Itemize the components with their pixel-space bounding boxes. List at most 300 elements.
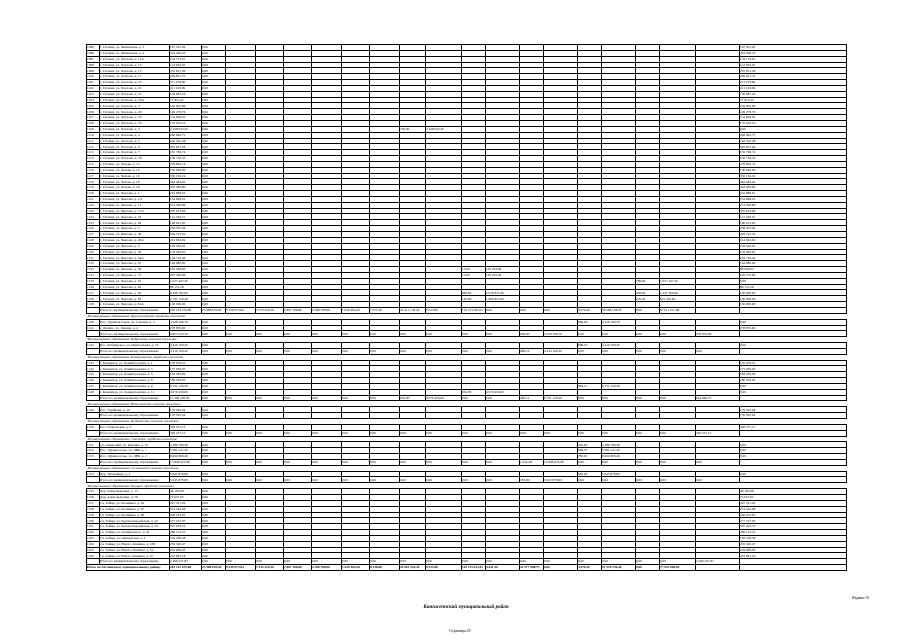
row-value: 0,00 [202, 80, 226, 86]
total-value: 0,00 [486, 459, 520, 465]
row-value: 211 278,66 [170, 80, 202, 86]
row-value: 104 716,46 [170, 255, 202, 261]
row-value: 1 027 447,20 [660, 278, 696, 284]
row-value: 0,00 [202, 383, 226, 389]
row-value: 243 081,18 [740, 553, 847, 559]
row-number: 1131 [87, 255, 100, 261]
total-value: 0,00 [342, 348, 370, 354]
row-value: 258 505,94 [740, 226, 847, 232]
row-value: 583,00 [578, 471, 602, 477]
total-value: 0,00 [602, 459, 636, 465]
row-value: 418 483,80 [740, 185, 847, 191]
row-address: г. Гатчина, ул. Чкалова, д. 57 [100, 272, 170, 278]
row-value: 176 595,04 [170, 407, 202, 413]
row-number: 1110 [87, 132, 100, 138]
row-value: 4 070 456,00 [486, 389, 520, 395]
row-number: 1154 [87, 471, 100, 477]
total-value: 0,00 [462, 430, 486, 436]
row-address: г. Гатчина, ул. Чкалова, д. 5 [100, 243, 170, 249]
row-value: 0,00 [740, 319, 847, 325]
total-value: 0,00 [486, 348, 520, 354]
total-value: 282 164 223,96 [170, 307, 202, 313]
row-address: Пос. Дружноселье, ул. ДВБ, д. 1 [100, 448, 170, 454]
row-value: 155 616,19 [740, 120, 847, 126]
row-value: 149 278,76 [740, 109, 847, 115]
row-value: 0,00 [202, 284, 226, 290]
total-value: 0,00 [696, 477, 740, 483]
total-value: 0,00 [400, 430, 426, 436]
total-value: 0,00 [284, 331, 312, 337]
row-number: 1116 [87, 167, 100, 173]
row-address: г. Гатчина, ул. Чкалова, д. 45А [100, 237, 170, 243]
row-number: 1104 [87, 97, 100, 103]
document-page [86, 44, 846, 571]
row-number: 1099 [87, 68, 100, 74]
total-value: 0,00 [520, 307, 544, 313]
row-number: 1102 [87, 85, 100, 91]
row-value: 214 002,02 [170, 237, 202, 243]
row-value: 0,00 [202, 442, 226, 448]
total-value: 0,00 [426, 559, 462, 565]
row-value: 0,00 [740, 442, 847, 448]
total-value: 5 645 878,80 [170, 477, 202, 483]
row-value: 164 905,86 [740, 103, 847, 109]
row-value: 0,00 [202, 454, 226, 460]
row-value: 4 410 109,20 [170, 343, 202, 349]
row-value: 418 483,80 [170, 185, 202, 191]
row-address: г.п. Тайцы, ул. Красногвардейская, д. 24 [100, 524, 170, 530]
total-value: 0,00 [636, 331, 660, 337]
total-value: 968,10 [520, 348, 544, 354]
row-number: 1162 [87, 530, 100, 536]
total-value: 632,00 [400, 395, 426, 401]
row-value: 0,00 [740, 471, 847, 477]
total-value: 0,00 [520, 430, 544, 436]
total-value: 0,00 [342, 430, 370, 436]
row-address: г. Гатчина, ул. Чкалова, д. 1/2 [100, 196, 170, 202]
row-number: 1126 [87, 226, 100, 232]
section-title: Муниципальное образование Сусанинское сельское поселение [87, 465, 847, 471]
grand-total-value: 201 312 675,66 [170, 565, 202, 571]
row-value: 0,00 [202, 167, 226, 173]
row-value: 5 645 878,80 [170, 471, 202, 477]
grand-total-value: 2 388 708,00 [312, 565, 342, 571]
row-value: 782,91 [578, 454, 602, 460]
total-value: 13 848 623,98 [170, 459, 202, 465]
row-address: г. Гатчина, ул. Чкалова, д. 63 [100, 284, 170, 290]
row-address: Пос. Покровская, д. 4 [100, 424, 170, 430]
total-label: Итого по муниципальному образованию [100, 307, 170, 313]
row-number: 1101 [87, 80, 100, 86]
total-value: 0,00 [578, 331, 602, 337]
total-value: 0,00 [426, 459, 462, 465]
row-address: г. Гатчина, ул. Чкалова, д. 36 [100, 232, 170, 238]
row-value: 0,00 [202, 506, 226, 512]
row-value: 160 612,95 [170, 220, 202, 226]
row-number: 1118 [87, 179, 100, 185]
total-value: 2 496 521,87 [696, 559, 740, 565]
section-title: Муниципальное образование Дружногорское городское поселение [87, 313, 847, 319]
row-value: 882,60 [462, 290, 486, 296]
row-value: 2 918 821,90 [486, 290, 520, 296]
total-label: Итого по муниципальному образованию [100, 477, 170, 483]
total-value: 0,00 [486, 307, 520, 313]
row-value: 105 248,83 [170, 267, 202, 273]
row-value: 134 773,91 [170, 56, 202, 62]
row-address: г. Гатчина, ул. Чехова, д. 18 [100, 179, 170, 185]
row-address: г. Гатчина, ул. Хохлова, д. 23 [100, 91, 170, 97]
row-value: 278 662,74 [740, 161, 847, 167]
row-number: 1166 [87, 553, 100, 559]
total-value: 0,00 [602, 395, 636, 401]
row-value: 364 484,02 [740, 179, 847, 185]
row-value: 0,00 [202, 278, 226, 284]
total-value: 0,00 [342, 395, 370, 401]
row-number: 1149 [87, 407, 100, 413]
row-number: 1123 [87, 208, 100, 214]
row-address: г. Гатчина, ул. Чкалова, д. 65 [100, 296, 170, 302]
row-value: 3 961 247,20 [170, 448, 202, 454]
row-address: Дер. Тихковицы, д. 2 [100, 471, 170, 477]
edition-label: Издание 10 [852, 596, 870, 600]
row-value: 1 247 360,40 [660, 290, 696, 296]
total-value: 0,00 [636, 348, 660, 354]
row-value: 247 321,92 [170, 500, 202, 506]
total-value: 5 645 878,80 [544, 477, 578, 483]
total-value: 6 751 126,36 [544, 395, 578, 401]
row-value: 211 910,99 [740, 85, 847, 91]
row-value: 4 070 456,00 [170, 389, 202, 395]
row-value: 0,00 [202, 62, 226, 68]
row-number: 1105 [87, 103, 100, 109]
row-value: 180 563,92 [170, 378, 202, 384]
row-value: 77 913,42 [740, 97, 847, 103]
row-value: 0,00 [202, 424, 226, 430]
total-value: 0,00 [202, 348, 226, 354]
grand-total-label: Итого по Гатчинскому муниципальному району [87, 565, 170, 571]
row-value: 0,00 [202, 366, 226, 372]
row-value: 211 910,99 [170, 85, 202, 91]
row-address: г.п. Тайцы, ул. Юного Ленинца, д. 52 [100, 547, 170, 553]
row-value: 105 978,41 [740, 360, 847, 366]
row-value: 419 206,43 [740, 50, 847, 56]
row-value: 134 773,91 [740, 56, 847, 62]
total-value: 0,00 [544, 430, 578, 436]
row-number: 1155 [87, 489, 100, 495]
row-value: 255 851,39 [170, 68, 202, 74]
row-value: 176 595,04 [740, 407, 847, 413]
table-body [87, 45, 847, 571]
total-value: 4 410 109,20 [170, 348, 202, 354]
total-value: 67 011 011,08 [660, 307, 696, 313]
total-value: 0,00 [226, 559, 256, 565]
total-label: Итого по муниципальному образованию [100, 348, 170, 354]
total-value: 0,00 [226, 331, 256, 337]
row-number: 1128 [87, 237, 100, 243]
row-address: г. Гатчина, ул. Хохлова, д. 13 [100, 62, 170, 68]
row-address: Пос. Терийоки, д. 10 [100, 407, 170, 413]
row-value: 3 286 768,38 [170, 442, 202, 448]
row-value: 3 286 768,38 [602, 442, 636, 448]
total-value: 0,00 [284, 430, 312, 436]
total-value: 0,00 [226, 348, 256, 354]
total-value: 4 070 456,00 [426, 395, 462, 401]
total-value: 0,00 [578, 430, 602, 436]
total-value: 0,00 [226, 430, 256, 436]
row-address: г. Гатчина, ул. Хохлова, д. 11А [100, 56, 170, 62]
row-value: 149 278,76 [170, 109, 202, 115]
row-number: 1096 [87, 50, 100, 56]
total-value: 0,00 [312, 430, 342, 436]
total-value: 0,00 [660, 331, 696, 337]
total-value: 0,00 [602, 331, 636, 337]
row-address: г. Гатчина, ул. Чкалова, д. 1 [100, 191, 170, 197]
row-value: 0,00 [740, 454, 847, 460]
row-number: 1100 [87, 74, 100, 80]
row-address: г. Гатчина, ул. Чкалова, д. 20 [100, 220, 170, 226]
row-number: 1108 [87, 120, 100, 126]
row-value: 0,00 [202, 343, 226, 349]
total-value: 1 659 484,20 [342, 307, 370, 313]
row-value: 0,00 [202, 261, 226, 267]
grand-total-value: 3 070,20 [578, 565, 602, 571]
row-value: 204 722,32 [740, 232, 847, 238]
total-value: 3 070,20 [578, 307, 602, 313]
row-value: 0,00 [202, 541, 226, 547]
total-value: 0,00 [486, 395, 520, 401]
row-value: 330 156,19 [740, 173, 847, 179]
row-value: 326 237,15 [170, 424, 202, 430]
row-number: 1148 [87, 389, 100, 395]
row-address: г. Гатчина, ул. Хохлова, д. 4 [100, 132, 170, 138]
total-value: 0,00 [370, 395, 400, 401]
total-value: 0,00 [636, 559, 660, 565]
row-address: г. Гатчина, ул. Чкалова, д. 50 [100, 249, 170, 255]
row-value: 0,00 [202, 249, 226, 255]
row-value: 0,00 [740, 278, 847, 284]
row-value: 154 998,22 [740, 196, 847, 202]
total-label: Итого по муниципальному образованию [100, 413, 170, 419]
grand-total-value: 41 977 988,73 [520, 565, 544, 571]
row-value: 0,00 [202, 267, 226, 273]
row-value: 204 722,32 [170, 232, 202, 238]
row-value: 609,37 [578, 448, 602, 454]
row-address: Пос. Дружная Горка, ул. Садовая, д. 4 [100, 319, 170, 325]
row-value: 302 857,94 [740, 144, 847, 150]
row-value: 632,00 [462, 389, 486, 395]
row-number: 1137 [87, 290, 100, 296]
section-title: Муниципальное образование Кобринское сельское поселение [87, 337, 847, 343]
row-value: 0,00 [202, 45, 226, 51]
row-value: 0,00 [202, 50, 226, 56]
row-number: 1096 [87, 45, 100, 51]
row-address: г.п. Тайцы, ул. Калинина, д. 67 [100, 506, 170, 512]
total-value: 278 876,60 [696, 331, 740, 337]
row-value: 789,00 [636, 278, 660, 284]
row-value: 247 321,92 [740, 500, 847, 506]
row-value: 130 000,00 [740, 296, 847, 302]
row-value: 0,00 [202, 535, 226, 541]
row-address: г. Гатчина, ул. Чкалова, д. 18 [100, 214, 170, 220]
row-value: 482,12 [578, 383, 602, 389]
row-value: 130 000,00 [740, 167, 847, 173]
row-value: 0,00 [202, 179, 226, 185]
row-number: 1157 [87, 500, 100, 506]
row-value: 0,00 [202, 68, 226, 74]
row-value: 5 645 878,80 [602, 471, 636, 477]
grand-total-value: 0,00 [544, 565, 578, 571]
total-value: 1 942,28 [520, 459, 544, 465]
row-address: Дер. Александровка, д. 78 [100, 494, 170, 500]
total-value: 0,00 [660, 348, 696, 354]
row-address: г. Гатчина, ул. Чехова, д. 14 [100, 167, 170, 173]
row-value: 4 528 166,79 [170, 319, 202, 325]
grand-total-value: 4 631,50 [486, 565, 520, 571]
row-number: 1141 [87, 325, 100, 331]
row-value: 266 152,41 [170, 530, 202, 536]
row-value: 1 027 447,20 [170, 278, 202, 284]
total-value: 0,00 [636, 395, 660, 401]
grand-total-value: 51 576 236,40 [602, 565, 636, 571]
grand-total-value: 45 081 554,45 [400, 565, 426, 571]
total-value: 0,00 [256, 459, 284, 465]
row-value: 175 039,05 [740, 366, 847, 372]
row-value: 0,00 [202, 471, 226, 477]
row-value: 0,00 [202, 448, 226, 454]
total-value: 41 011 178,45 [400, 307, 426, 313]
row-number: 1133 [87, 267, 100, 273]
row-value: 130 000,00 [170, 302, 202, 308]
row-number: 1165 [87, 547, 100, 553]
total-value: 0,00 [370, 331, 400, 337]
row-value: 214 306,86 [740, 202, 847, 208]
row-number: 1107 [87, 115, 100, 121]
row-value: 155 706,74 [170, 150, 202, 156]
total-value: 0,00 [426, 477, 462, 483]
total-label: Итого по муниципальному образованию [100, 559, 170, 565]
row-value: 156 736,35 [740, 156, 847, 162]
row-value: 112 249,15 [170, 214, 202, 220]
row-value: 167 301,92 [170, 45, 202, 51]
row-address: г. Коммунар, ул. Ленинградская, д. 5 [100, 372, 170, 378]
total-value: 0,00 [400, 348, 426, 354]
row-value: 335 033,66 [740, 208, 847, 214]
row-value: 335 033,66 [170, 208, 202, 214]
row-value: 162 322,28 [740, 138, 847, 144]
row-value: 330 156,19 [170, 173, 202, 179]
total-value: 0,00 [284, 477, 312, 483]
total-label: Итого по муниципальному образованию [100, 395, 170, 401]
row-value: 0,00 [202, 378, 226, 384]
row-value: 88 131,28 [170, 284, 202, 290]
row-value: 0,00 [202, 150, 226, 156]
row-address: г.п. Тайцы, ул. Пионерская, д. 2 [100, 535, 170, 541]
total-value: 0,00 [312, 331, 342, 337]
row-address: г.п. Тайцы, ул. Юного Ленинца, д. 108 [100, 541, 170, 547]
row-number: 1144 [87, 366, 100, 372]
row-address: г. Гатчина, ул. Хохлова, д. 3 [100, 126, 170, 132]
row-value: 0,00 [202, 156, 226, 162]
row-value: 219 609,03 [170, 547, 202, 553]
row-number: 1134 [87, 272, 100, 278]
total-value: 0,00 [342, 331, 370, 337]
row-value: 0,00 [202, 103, 226, 109]
row-value: 0,00 [202, 272, 226, 278]
row-number: 1124 [87, 214, 100, 220]
row-value: 0,00 [202, 319, 226, 325]
row-value: 0,00 [202, 302, 226, 308]
grand-total-value: 23 988 035,84 [202, 565, 226, 571]
row-value: 0,00 [202, 208, 226, 214]
total-value: 0,00 [202, 395, 226, 401]
row-value: 0,00 [202, 296, 226, 302]
row-value: 222 868,61 [740, 191, 847, 197]
row-number: 1103 [87, 91, 100, 97]
total-value: 0,00 [342, 459, 370, 465]
row-value: 164 980,00 [170, 261, 202, 267]
row-value: 0,00 [202, 226, 226, 232]
grand-total-value: 8 338,80 [370, 565, 400, 571]
row-value: 307 293,70 [170, 524, 202, 530]
total-value: 0,00 [284, 395, 312, 401]
total-value: 0,00 [202, 459, 226, 465]
total-value: 0,00 [256, 331, 284, 337]
row-value: 179 382,65 [170, 249, 202, 255]
row-number: 1164 [87, 541, 100, 547]
total-value: 0,00 [520, 559, 544, 565]
row-address: г. Гатчина, ул. Чкалова, д. 11 [100, 202, 170, 208]
row-address: г. Гатчина, ул. Чехова, д. 16 [100, 173, 170, 179]
total-value: 0,00 [370, 430, 400, 436]
total-value: 0,00 [256, 395, 284, 401]
row-value: 156 736,35 [170, 156, 202, 162]
row-value: 130 000,00 [740, 302, 847, 308]
row-value: 277 197,05 [740, 518, 847, 524]
row-value: 641 302,80 [660, 296, 696, 302]
row-value: 194 520,02 [740, 243, 847, 249]
row-address: г. Гатчина, ул. Хохлова, д. 29 [100, 109, 170, 115]
total-value: 23 988 035,84 [202, 307, 226, 313]
row-value: 0,00 [202, 500, 226, 506]
row-value: 419 206,43 [170, 50, 202, 56]
total-value: 0,00 [636, 307, 660, 313]
row-value: 74 027,63 [170, 494, 202, 500]
next-district-heading: Кингисеппский муниципальный район [423, 605, 509, 610]
row-address: г. Коммунар, ул. Ленинградская, д. 1 [100, 360, 170, 366]
total-value: 0,00 [256, 477, 284, 483]
total-value: 0,00 [660, 477, 696, 483]
total-value: 0,00 [400, 331, 426, 337]
row-value: 214 306,86 [170, 202, 202, 208]
row-number: 1152 [87, 448, 100, 454]
row-value: 0,00 [202, 372, 226, 378]
total-value: 0,00 [400, 459, 426, 465]
row-number: 1113 [87, 150, 100, 156]
row-value: 209 821,31 [740, 74, 847, 80]
row-address: г. Гатчина, ул. Чкалова, д. 61 [100, 278, 170, 284]
row-value: 456,00 [636, 290, 660, 296]
total-value: 0,00 [602, 477, 636, 483]
row-value: 0,00 [740, 448, 847, 454]
row-value: 104 716,46 [740, 255, 847, 261]
total-value: 0,00 [342, 559, 370, 565]
total-value: 0,00 [370, 459, 400, 465]
row-number: 1115 [87, 161, 100, 167]
grand-total-row [87, 565, 847, 571]
regional-program-table [86, 44, 847, 571]
row-address: г. Гатчина, ул. Филиппова, д. 4 [100, 50, 170, 56]
total-value: 0,00 [370, 477, 400, 483]
